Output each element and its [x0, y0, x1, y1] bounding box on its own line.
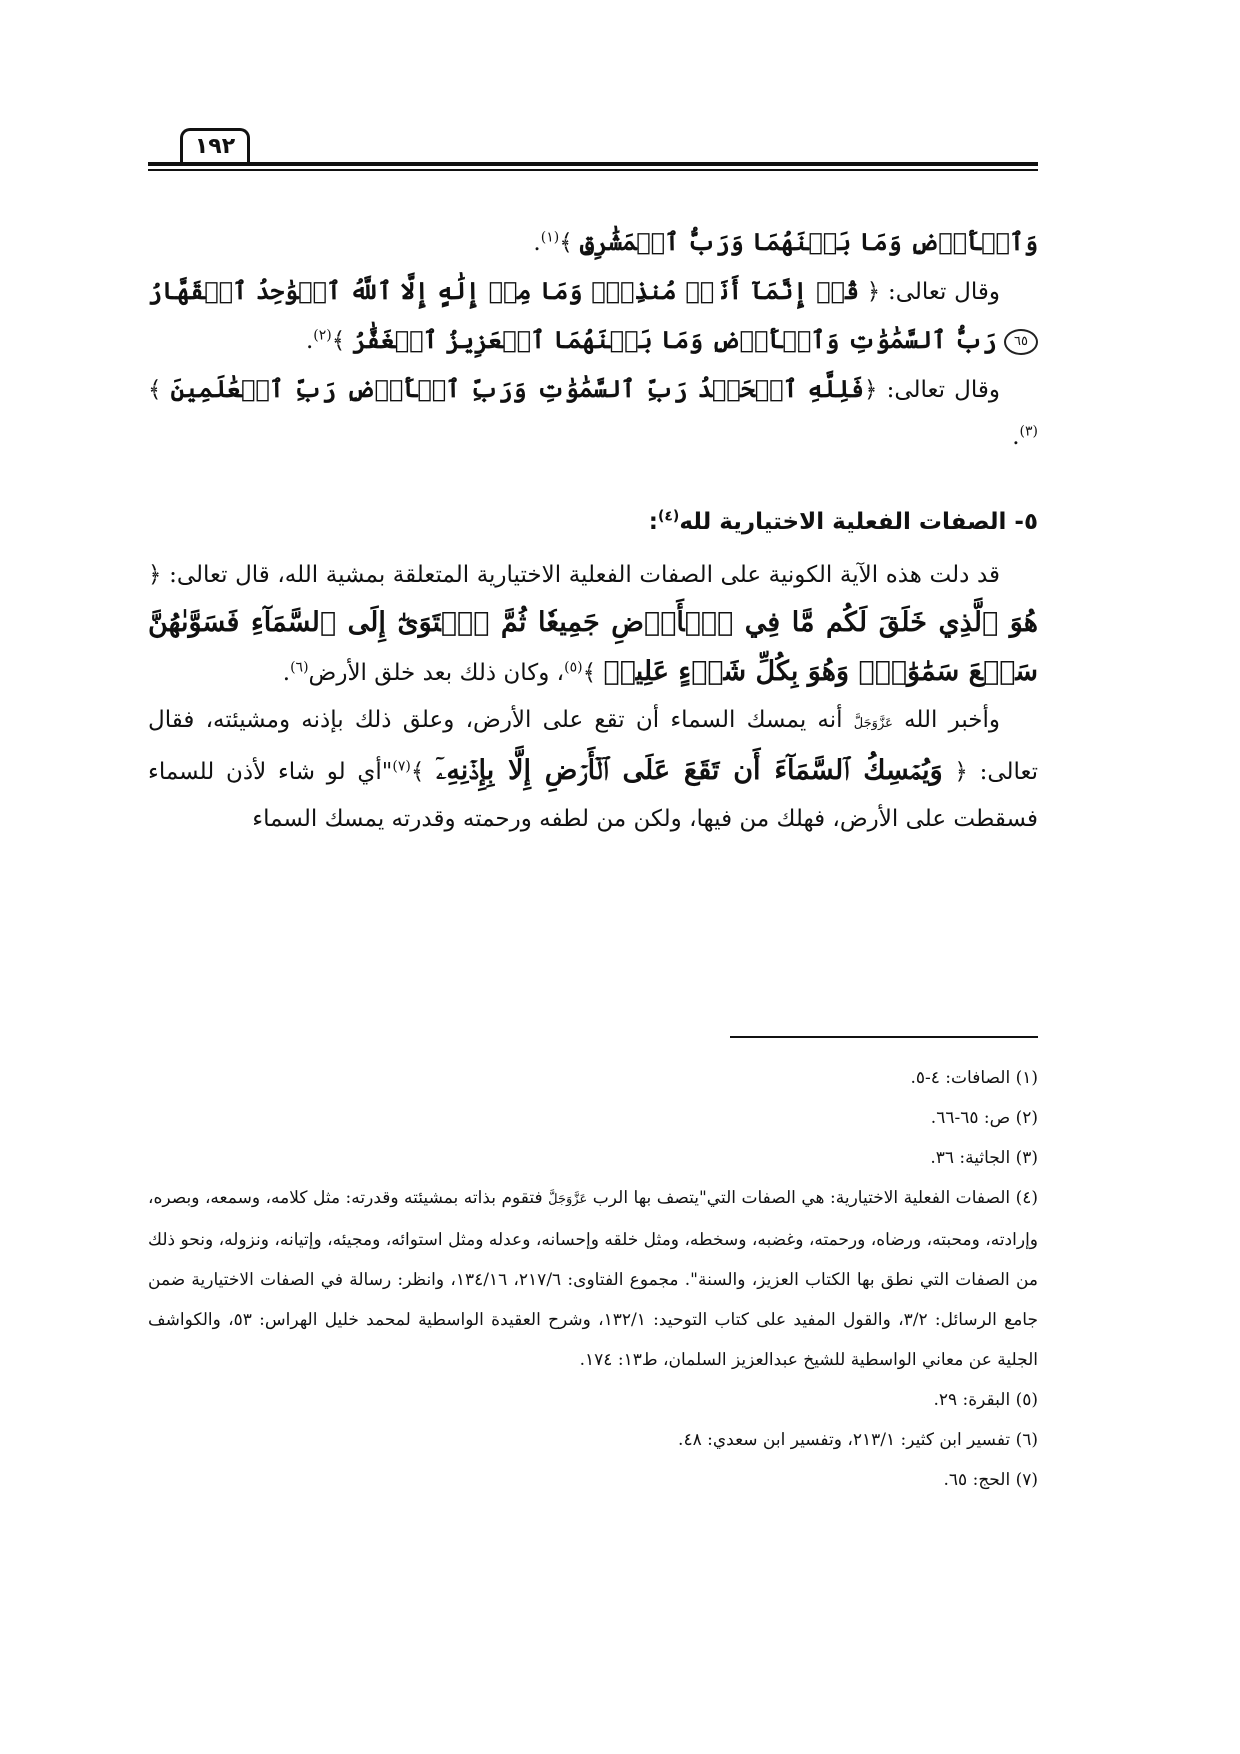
footnote-ref: (٦) [290, 659, 309, 676]
open-bracket: ﴿ [864, 377, 878, 403]
quran-verse: هُوَ ٱلَّذِي خَلَقَ لَكُم مَّا فِي ٱلۡأَرۡضِ جَمِيعٗا ثُمَّ ٱسۡتَوَىٰٓ إِلَى ٱلسَّمَآءِ فَسَوَّىٰهُنَّ سَبۡعَ سَمَٰوَٰتٖۚ وَهُوَ بِكُلِّ شَيۡءٍ عَلِيمٞ [148, 607, 1038, 687]
open-bracket: ﴿ [866, 279, 881, 305]
paragraph-5 [148, 697, 1038, 843]
heading-text: ٥- الصفات الفعلية الاختيارية لله [679, 509, 1038, 535]
footnote-ref: (٢) [313, 327, 332, 344]
lead-text: وقال تعالى: [886, 377, 1001, 403]
close-bracket: ﴾ [148, 377, 162, 403]
punctuation: : [648, 509, 658, 535]
body-text: "أي لو شاء لأذن للسماء فسقطت على الأرض، فهلك من فيها، ولكن من لطفه ورحمته وقدرته يمسك السماء [148, 759, 1038, 832]
close-bracket: ﴾ [410, 759, 425, 785]
header-rule-thick [148, 162, 1038, 166]
paragraph-4 [148, 552, 1038, 697]
lead-text: وقال تعالى: [888, 279, 1000, 305]
open-bracket: ﴿ [148, 562, 162, 588]
page-number: ١٩٢ [180, 128, 250, 163]
section-heading [148, 499, 1038, 546]
punctuation: . [305, 328, 314, 354]
body-text: أنه يمسك السماء أن تقع على الأرض، وعلق ذلك بإذنه ومشيئته، فقال تعالى: [148, 707, 1039, 785]
footnotes [148, 1058, 1038, 1500]
ayah-number: ٦٥ [1004, 329, 1038, 355]
footnote-6: (٦) تفسير ابن كثير: ٢١٣/١، وتفسير ابن سعدي: ٤٨. [678, 1430, 1038, 1450]
open-bracket: ﴿ [954, 759, 968, 785]
body-text: ، وكان ذلك بعد خلق الأرض [308, 660, 565, 686]
close-bracket: ﴾ [331, 328, 346, 354]
paragraph-1 [148, 218, 1038, 267]
close-bracket: ﴾ [582, 660, 597, 686]
footnote-text: فتقوم بذاته بمشيئته وقدرته: مثل كلامه، وسمعه، وبصره، وإرادته، ومحبته، ورضاه، ورحمته، وغضبه، وسخطه، ومثل خلقه وإحسانه، وعدله ومثل استوائه، ومجيئه، وإتيانه، ونزوله، ونحو ذلك من الصفات التي نطق بها الكتاب العزيز، والسنة". مجموع الفتاوى: ٢١٧/٦، ١٣٤/١٦، وانظر: رسالة في الصفات الاختيارية ضمن جامع الرسائل: ٣/٢، والقول المفيد على كتاب التوحيد: ١٣٢/١، وشرح العقيدة الواسطية لمحمد خليل الهراس: ٥٣، والكواشف الجلية عن معاني الواسطية للشيخ عبدالعزيز السلمان، ط١٣: ١٧٤. [148, 1188, 1039, 1370]
quran-verse: فَلِلَّهِ ٱلۡحَمۡدُ رَبِّ ٱلسَّمَٰوَٰتِ وَرَبِّ ٱلۡأَرۡضِ رَبِّ ٱلۡعَٰلَمِينَ [170, 374, 864, 403]
main-text [148, 218, 1038, 843]
paragraph-2 [148, 267, 1038, 365]
body-text: قد دلت هذه الآية الكونية على الصفات الفعلية الاختيارية المتعلقة بمشية الله، قال تعالى: [169, 562, 1001, 588]
footnote-ref: (٧) [392, 758, 411, 775]
punctuation: . [282, 660, 291, 686]
honorific: عَزَّوَجَلَّ [548, 1192, 588, 1207]
footnote-ref: (١) [540, 229, 560, 246]
footnote-ref: (٥) [564, 659, 583, 676]
quran-verse: وَٱلۡأَرۡضِ وَمَا بَيۡنَهُمَا وَرَبُّ ٱلۡمَشَٰرِقِ [579, 227, 1038, 256]
footnote-ref: (٤) [657, 508, 680, 525]
paragraph-3 [148, 365, 1038, 461]
punctuation: . [533, 230, 541, 256]
punctuation: . [1012, 424, 1020, 450]
quran-verse: رَبُّ ٱلسَّمَٰوَٰتِ وَٱلۡأَرۡضِ وَمَا بَيۡنَهُمَا ٱلۡعَزِيزُ ٱلۡغَفَّٰرُ [352, 325, 997, 354]
honorific: عَزَّوَجَلَّ [853, 716, 893, 731]
footnote-ref: (٣) [1019, 423, 1038, 440]
quran-verse: قُلۡ إِنَّمَآ أَنَا۠ مُنذِرٞۖ وَمَا مِنۡ إِلَٰهٍ إِلَّا ٱللَّهُ ٱلۡوَٰحِدُ ٱلۡقَهَّارُ [148, 276, 860, 305]
footnote-text: (٤) الصفات الفعلية الاختيارية: هي الصفات التي"يتصف بها الرب [592, 1188, 1039, 1208]
footnote-5: (٥) البقرة: ٢٩. [933, 1390, 1038, 1410]
footnote-3: (٣) الجاثية: ٣٦. [930, 1148, 1038, 1168]
body-text: وأخبر الله [904, 707, 1000, 733]
header-rule-thin [148, 169, 1038, 171]
close-bracket: ﴾ [559, 230, 573, 256]
quran-verse: وَيُمۡسِكُ ٱلسَّمَآءَ أَن تَقَعَ عَلَى ٱلۡأَرۡضِ إِلَّا بِإِذۡنِهِۦٓ [436, 755, 943, 786]
footnote-separator [730, 1036, 1038, 1038]
footnote-1: (١) الصافات: ٤-٥. [910, 1068, 1038, 1088]
footnote-2: (٢) ص: ٦٥-٦٦. [930, 1108, 1038, 1128]
footnote-7: (٧) الحج: ٦٥. [943, 1470, 1038, 1490]
footnote-4 [148, 1178, 1038, 1380]
